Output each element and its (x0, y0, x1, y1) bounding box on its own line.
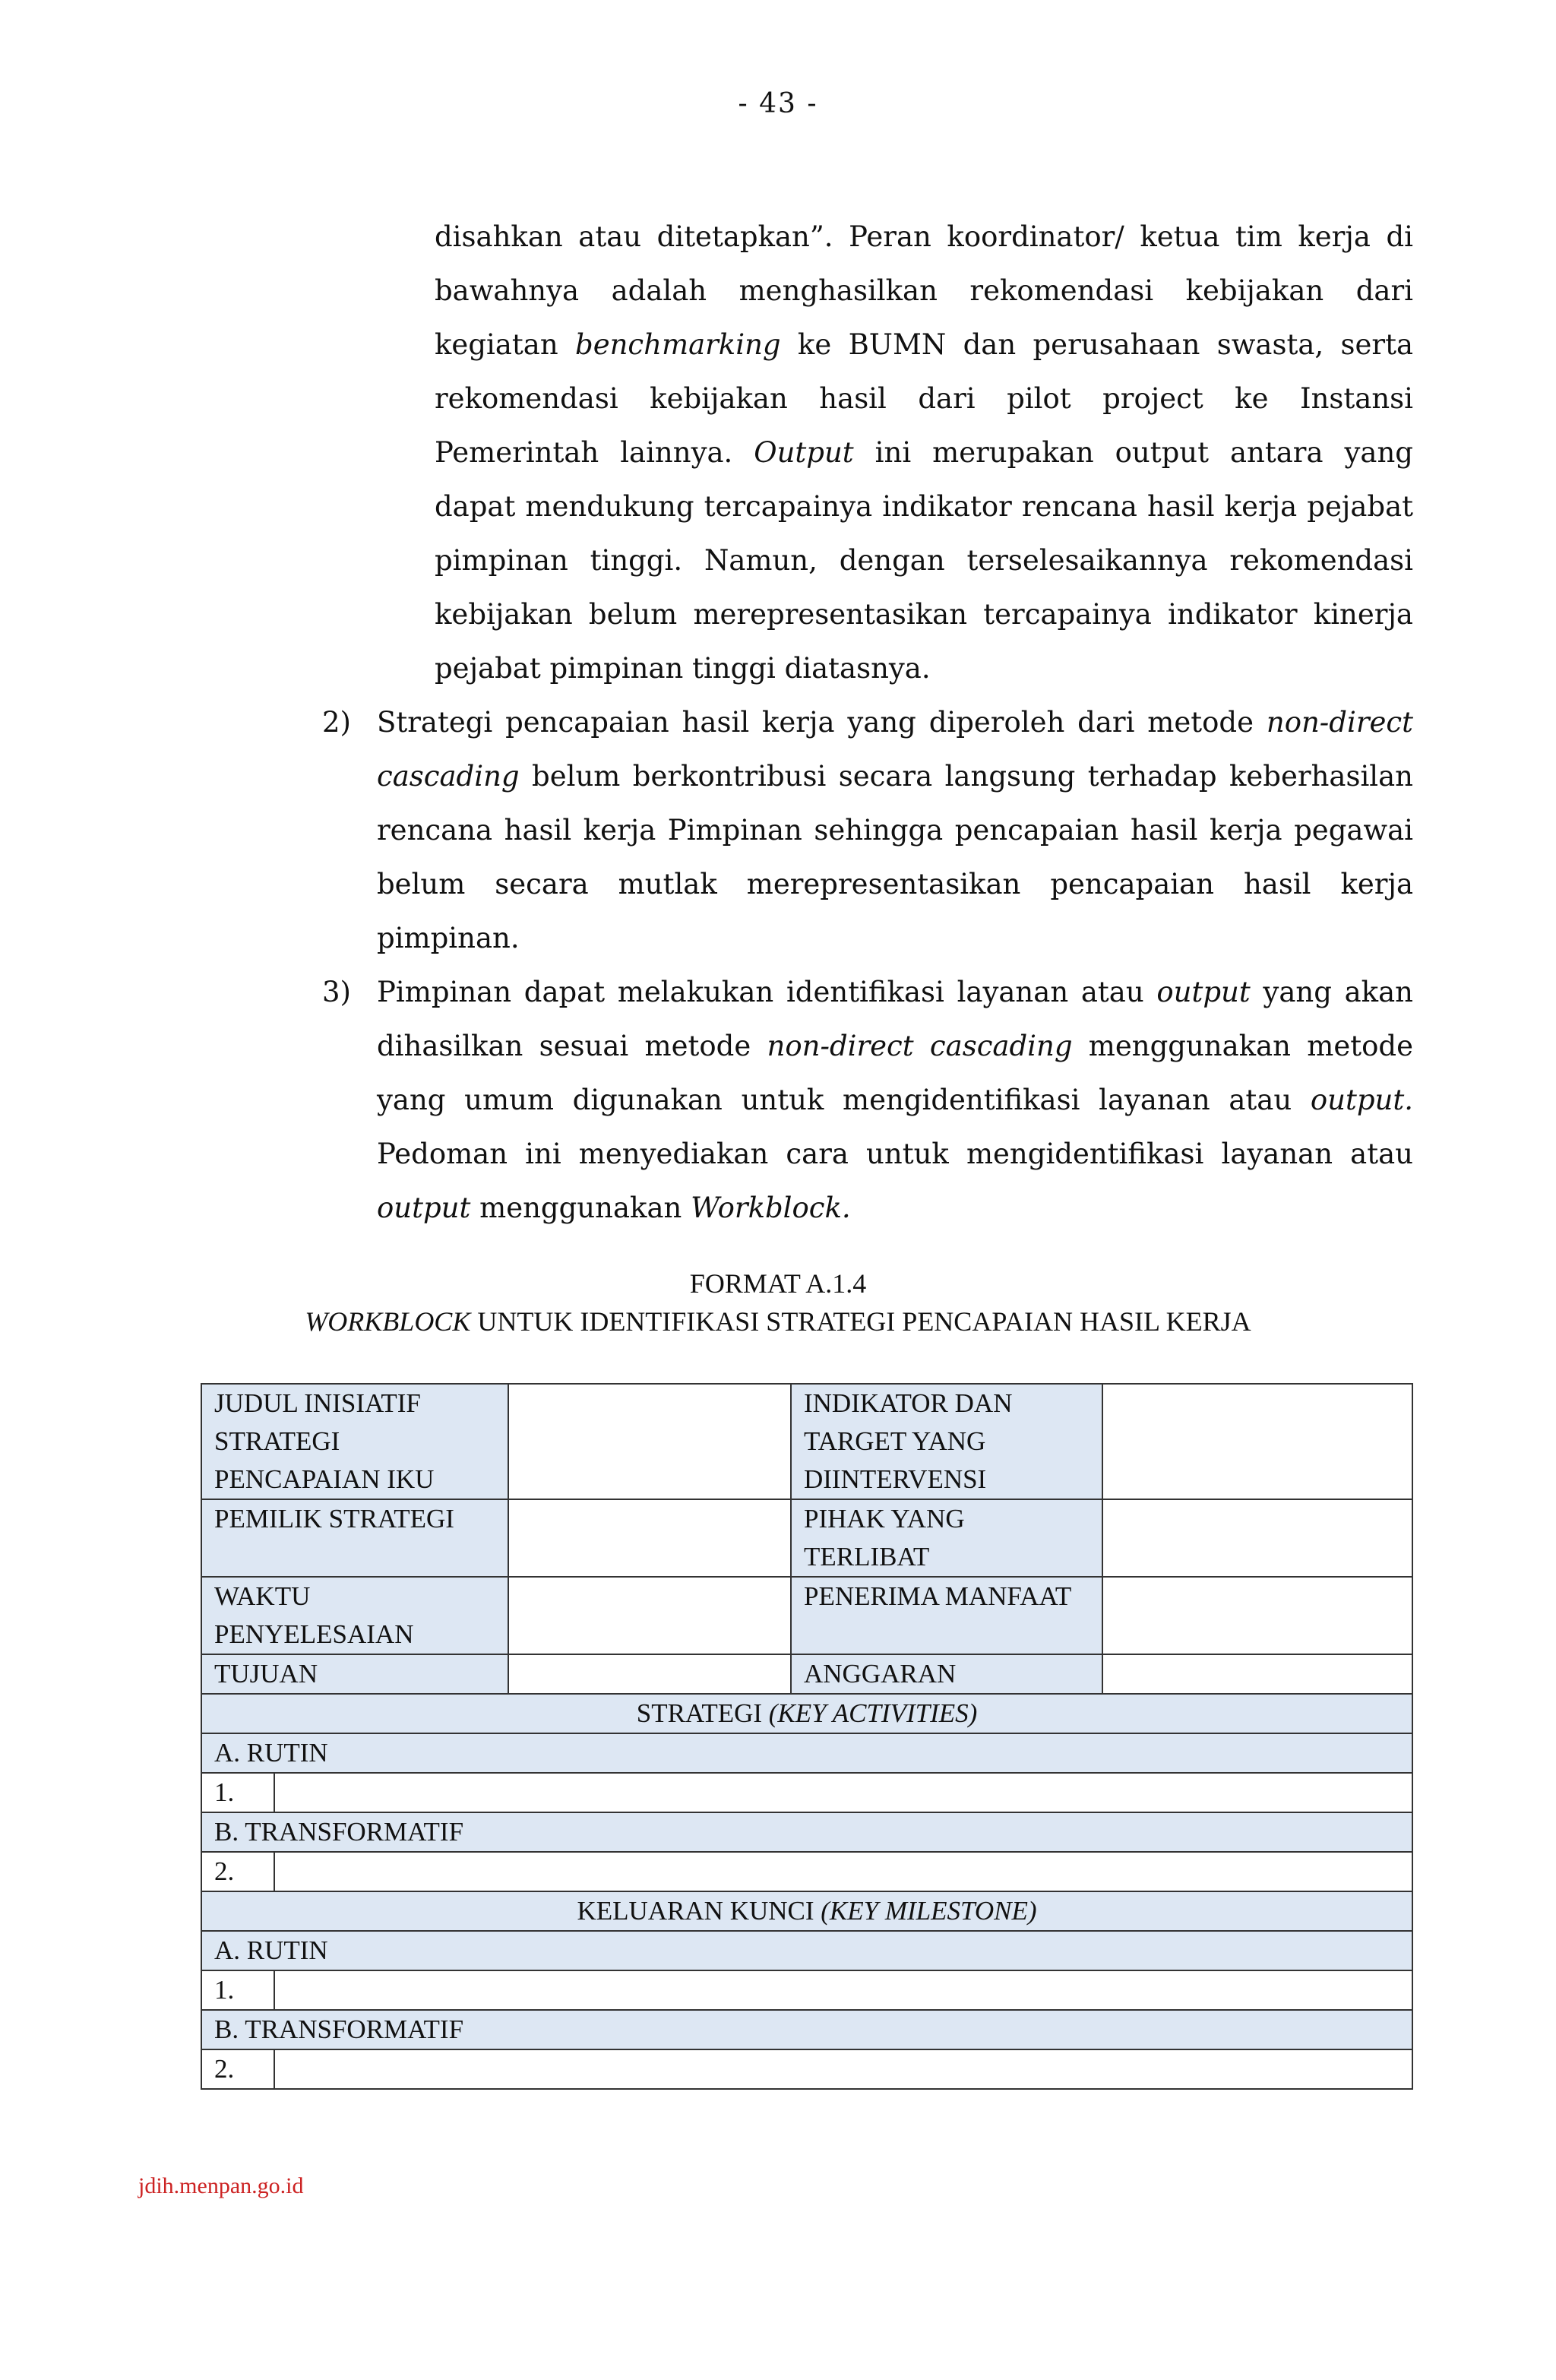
footer-source-link[interactable]: jdih.menpan.go.id (138, 2173, 304, 2198)
format-title (0, 1302, 1556, 1340)
item3-text-3: menggunakan metode yang umum digunakan untuk mengidentifikasi layanan atau (377, 1030, 1413, 1116)
strategi-transformatif-number: 2. (201, 1852, 274, 1891)
item2-italic-1: non-direct cascading (377, 706, 1413, 793)
strategi-transformatif-value[interactable] (274, 1852, 1412, 1891)
keluaran-rutin-number: 1. (201, 1970, 274, 2010)
section-strategi (201, 1694, 1412, 1733)
value-pihak[interactable] (1102, 1499, 1412, 1577)
list-item-2-number: 2) (322, 706, 351, 739)
format-heading (0, 1264, 1556, 1340)
table-row (201, 1733, 1412, 1773)
item3-text-5: menggunakan (470, 1192, 691, 1224)
strategi-italic: (KEY ACTIVITIES) (768, 1698, 978, 1728)
table-row (201, 2010, 1412, 2049)
value-judul[interactable] (508, 1384, 791, 1499)
item3-italic-1: output (1156, 976, 1251, 1008)
intro-text-1: disahkan atau ditetapkan”. Peran koordinator/ ketua tim kerja di bawahnya adalah menghasilkan rekomendasi kebijakan dari kegiatan (435, 220, 1413, 361)
table-row (201, 1654, 1412, 1694)
table-row (201, 1812, 1412, 1852)
page-number: - 43 - (738, 88, 818, 119)
label-pihak: PIHAK YANG TERLIBAT (791, 1499, 1102, 1577)
keluaran-italic: (KEY MILESTONE) (821, 1896, 1037, 1926)
value-penerima[interactable] (1102, 1577, 1412, 1654)
item3-text-1: Pimpinan dapat melakukan identifikasi layanan atau (377, 976, 1157, 1008)
list-item-2 (322, 695, 1413, 965)
table-row (201, 1891, 1412, 1931)
label-pemilik: PEMILIK STRATEGI (201, 1499, 508, 1577)
table-row (201, 1577, 1412, 1654)
label-indikator: INDIKATOR DAN TARGET YANG DIINTERVENSI (791, 1384, 1102, 1499)
keluaran-transformatif-value[interactable] (274, 2049, 1412, 2089)
strategi-label: STRATEGI (636, 1698, 769, 1728)
value-tujuan[interactable] (508, 1654, 791, 1694)
intro-text-2: ke BUMN dan perusahaan swasta, serta rekomendasi kebijakan hasil dari pilot project ke Instansi Pemerintah lainnya. (435, 328, 1414, 469)
table-row (201, 1694, 1412, 1733)
item2-text-2: belum berkontribusi secara langsung terhadap keberhasilan rencana hasil kerja Pimpinan sehingga pencapaian hasil kerja pegawai belum secara mutlak merepresentasikan pencapaian hasil kerja pimpinan. (377, 760, 1413, 954)
value-pemilik[interactable] (508, 1499, 791, 1577)
format-code: FORMAT A.1.4 (689, 1268, 867, 1299)
label-tujuan: TUJUAN (201, 1654, 508, 1694)
strategi-transformatif: B. TRANSFORMATIF (201, 1812, 1412, 1852)
table-row (201, 1852, 1412, 1891)
item3-italic-4: output (377, 1192, 471, 1224)
table-row (201, 2049, 1412, 2089)
item3-text-4: Pedoman ini menyediakan cara untuk mengidentifikasi layanan atau (377, 1138, 1413, 1170)
list-item-3 (322, 965, 1413, 1235)
intro-italic-2: Output (754, 436, 854, 469)
item3-italic-2: non-direct cascading (767, 1030, 1073, 1062)
workblock-table (201, 1383, 1413, 2090)
intro-text-3: ini merupakan output antara yang dapat mendukung tercapainya indikator rencana hasil kerja pejabat pimpinan tinggi. Namun, dengan terselesaikannya rekomendasi kebijakan belum merepresentasikan tercapainya indikator kinerja pejabat pimpinan tinggi diatasnya. (435, 436, 1413, 685)
table-row (201, 1499, 1412, 1577)
item2-text-1: Strategi pencapaian hasil kerja yang diperoleh dari metode (377, 706, 1267, 739)
value-anggaran[interactable] (1102, 1654, 1412, 1694)
strategi-rutin-value[interactable] (274, 1773, 1412, 1812)
label-penerima: PENERIMA MANFAAT (791, 1577, 1102, 1654)
label-waktu: WAKTU PENYELESAIAN (201, 1577, 508, 1654)
format-title-italic: WORKBLOCK (305, 1306, 471, 1337)
item3-italic-5: Workblock. (691, 1192, 851, 1224)
item3-italic-3: output. (1310, 1084, 1413, 1116)
value-indikator[interactable] (1102, 1384, 1412, 1499)
format-title-rest: UNTUK IDENTIFIKASI STRATEGI PENCAPAIAN HASIL KERJA (470, 1306, 1251, 1337)
table-row (201, 1970, 1412, 2010)
body-text (322, 210, 1414, 1235)
list-item-3-number: 3) (322, 976, 351, 1008)
strategi-rutin: A. RUTIN (201, 1733, 1412, 1773)
keluaran-transformatif: B. TRANSFORMATIF (201, 2010, 1412, 2049)
intro-italic-1: benchmarking (575, 328, 781, 361)
keluaran-rutin-value[interactable] (274, 1970, 1412, 2010)
label-judul: JUDUL INISIATIF STRATEGI PENCAPAIAN IKU (201, 1384, 508, 1499)
table-row (201, 1931, 1412, 1970)
keluaran-label: KELUARAN KUNCI (577, 1896, 821, 1926)
keluaran-transformatif-number: 2. (201, 2049, 274, 2089)
section-keluaran (201, 1891, 1412, 1931)
value-waktu[interactable] (508, 1577, 791, 1654)
keluaran-rutin: A. RUTIN (201, 1931, 1412, 1970)
table-row (201, 1773, 1412, 1812)
strategi-rutin-number: 1. (201, 1773, 274, 1812)
item3-text-2: yang akan dihasilkan sesuai metode (377, 976, 1413, 1062)
intro-paragraph (377, 210, 1413, 695)
label-anggaran: ANGGARAN (791, 1654, 1102, 1694)
table-row (201, 1384, 1412, 1499)
